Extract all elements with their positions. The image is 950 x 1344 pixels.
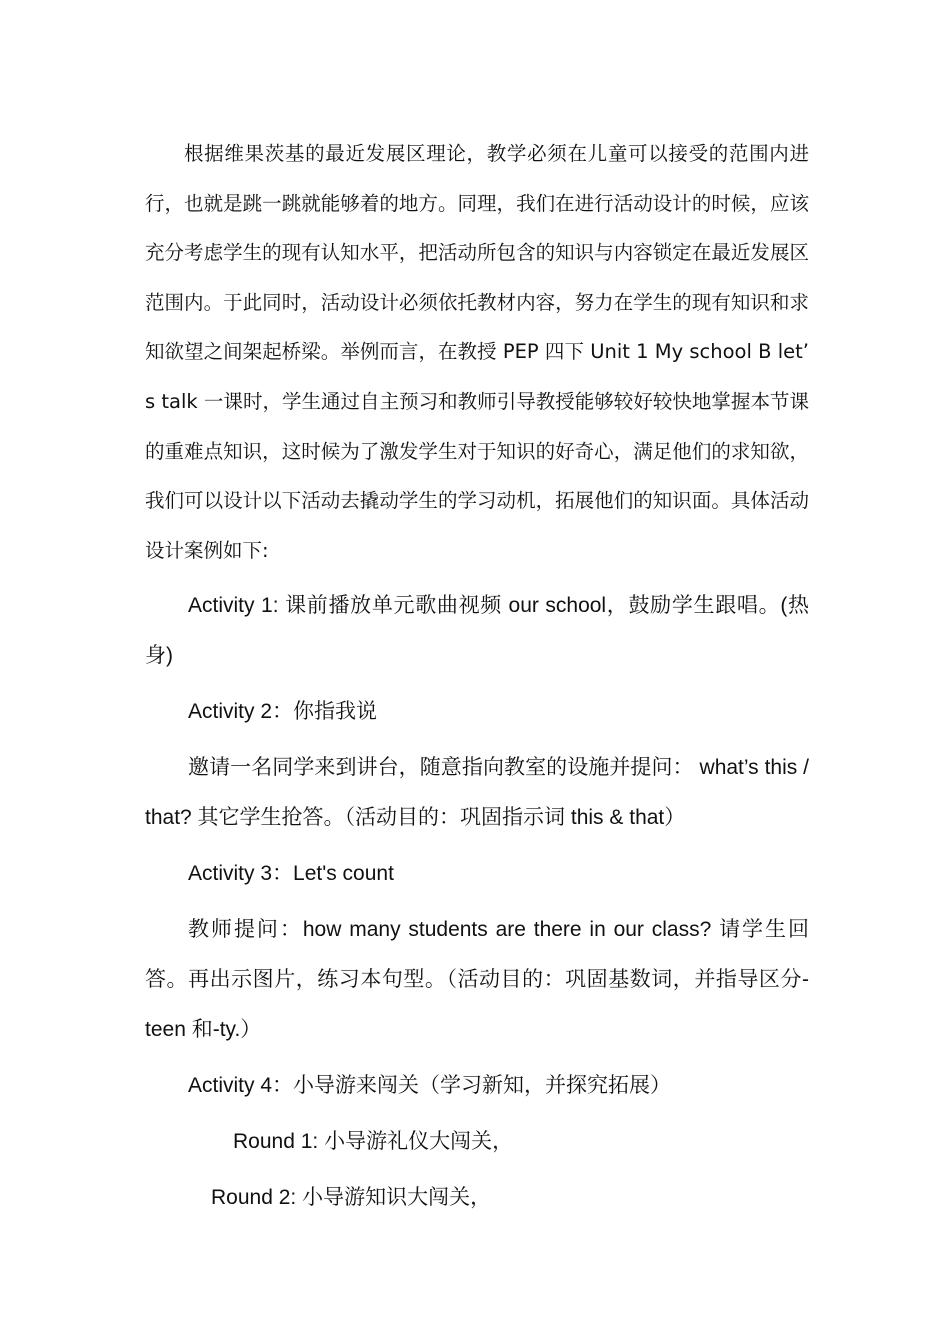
activity-2-heading: Activity 2：你指我说 [188,700,378,724]
document-body [145,129,809,1223]
intro-paragraph: 根据维果茨基的最近发展区理论，教学必须在儿童可以接受的范围内进行，也就是跳一跳就能够着的地方。同理，我们在进行活动设计的时候，应该充分考虑学生的现有认知水平，把活动所包含的知识与内容锁定在最近发展区范围内。于此同时，活动设计必须依托教材内容，努力在学生的现有知识和求知欲望之间架起桥梁。举例而言，在教授 PEP 四下 Unit 1 My school B let’ s talk 一课时，学生通过自主预习和教师引导教授能够较好较快地掌握本节课的重难点知识，这时候为了激发学生对于知识的好奇心，满足他们的求知欲，我们可以设计以下活动去撬动学生的学习动机，拓展他们的知识面。具体活动设计案例如下: [145,142,809,562]
activity-2-description: 邀请一名同学来到讲台，随意指向教室的设施并提问： what’s this / that? 其它学生抢答。（活动目的：巩固指示词 this & that） [145,756,809,830]
round-1-line: Round 1: 小导游礼仪大闯关， [233,1130,514,1154]
activity-3-heading: Activity 3：Let's count [188,862,394,886]
activity-3-description: 教师提问：how many students are there in our class? 请学生回答。再出示图片，练习本句型。（活动目的：巩固基数词，并指导区分-teen 和-ty.） [145,918,809,1042]
activity-1-paragraph: Activity 1: 课前播放单元歌曲视频 our school，鼓励学生跟唱。(热身) [145,594,809,668]
activity-4-heading: Activity 4：小导游来闯关（学习新知，并探究拓展） [188,1074,672,1098]
round-2-line: Round 2: 小导游知识大闯关， [211,1186,492,1210]
